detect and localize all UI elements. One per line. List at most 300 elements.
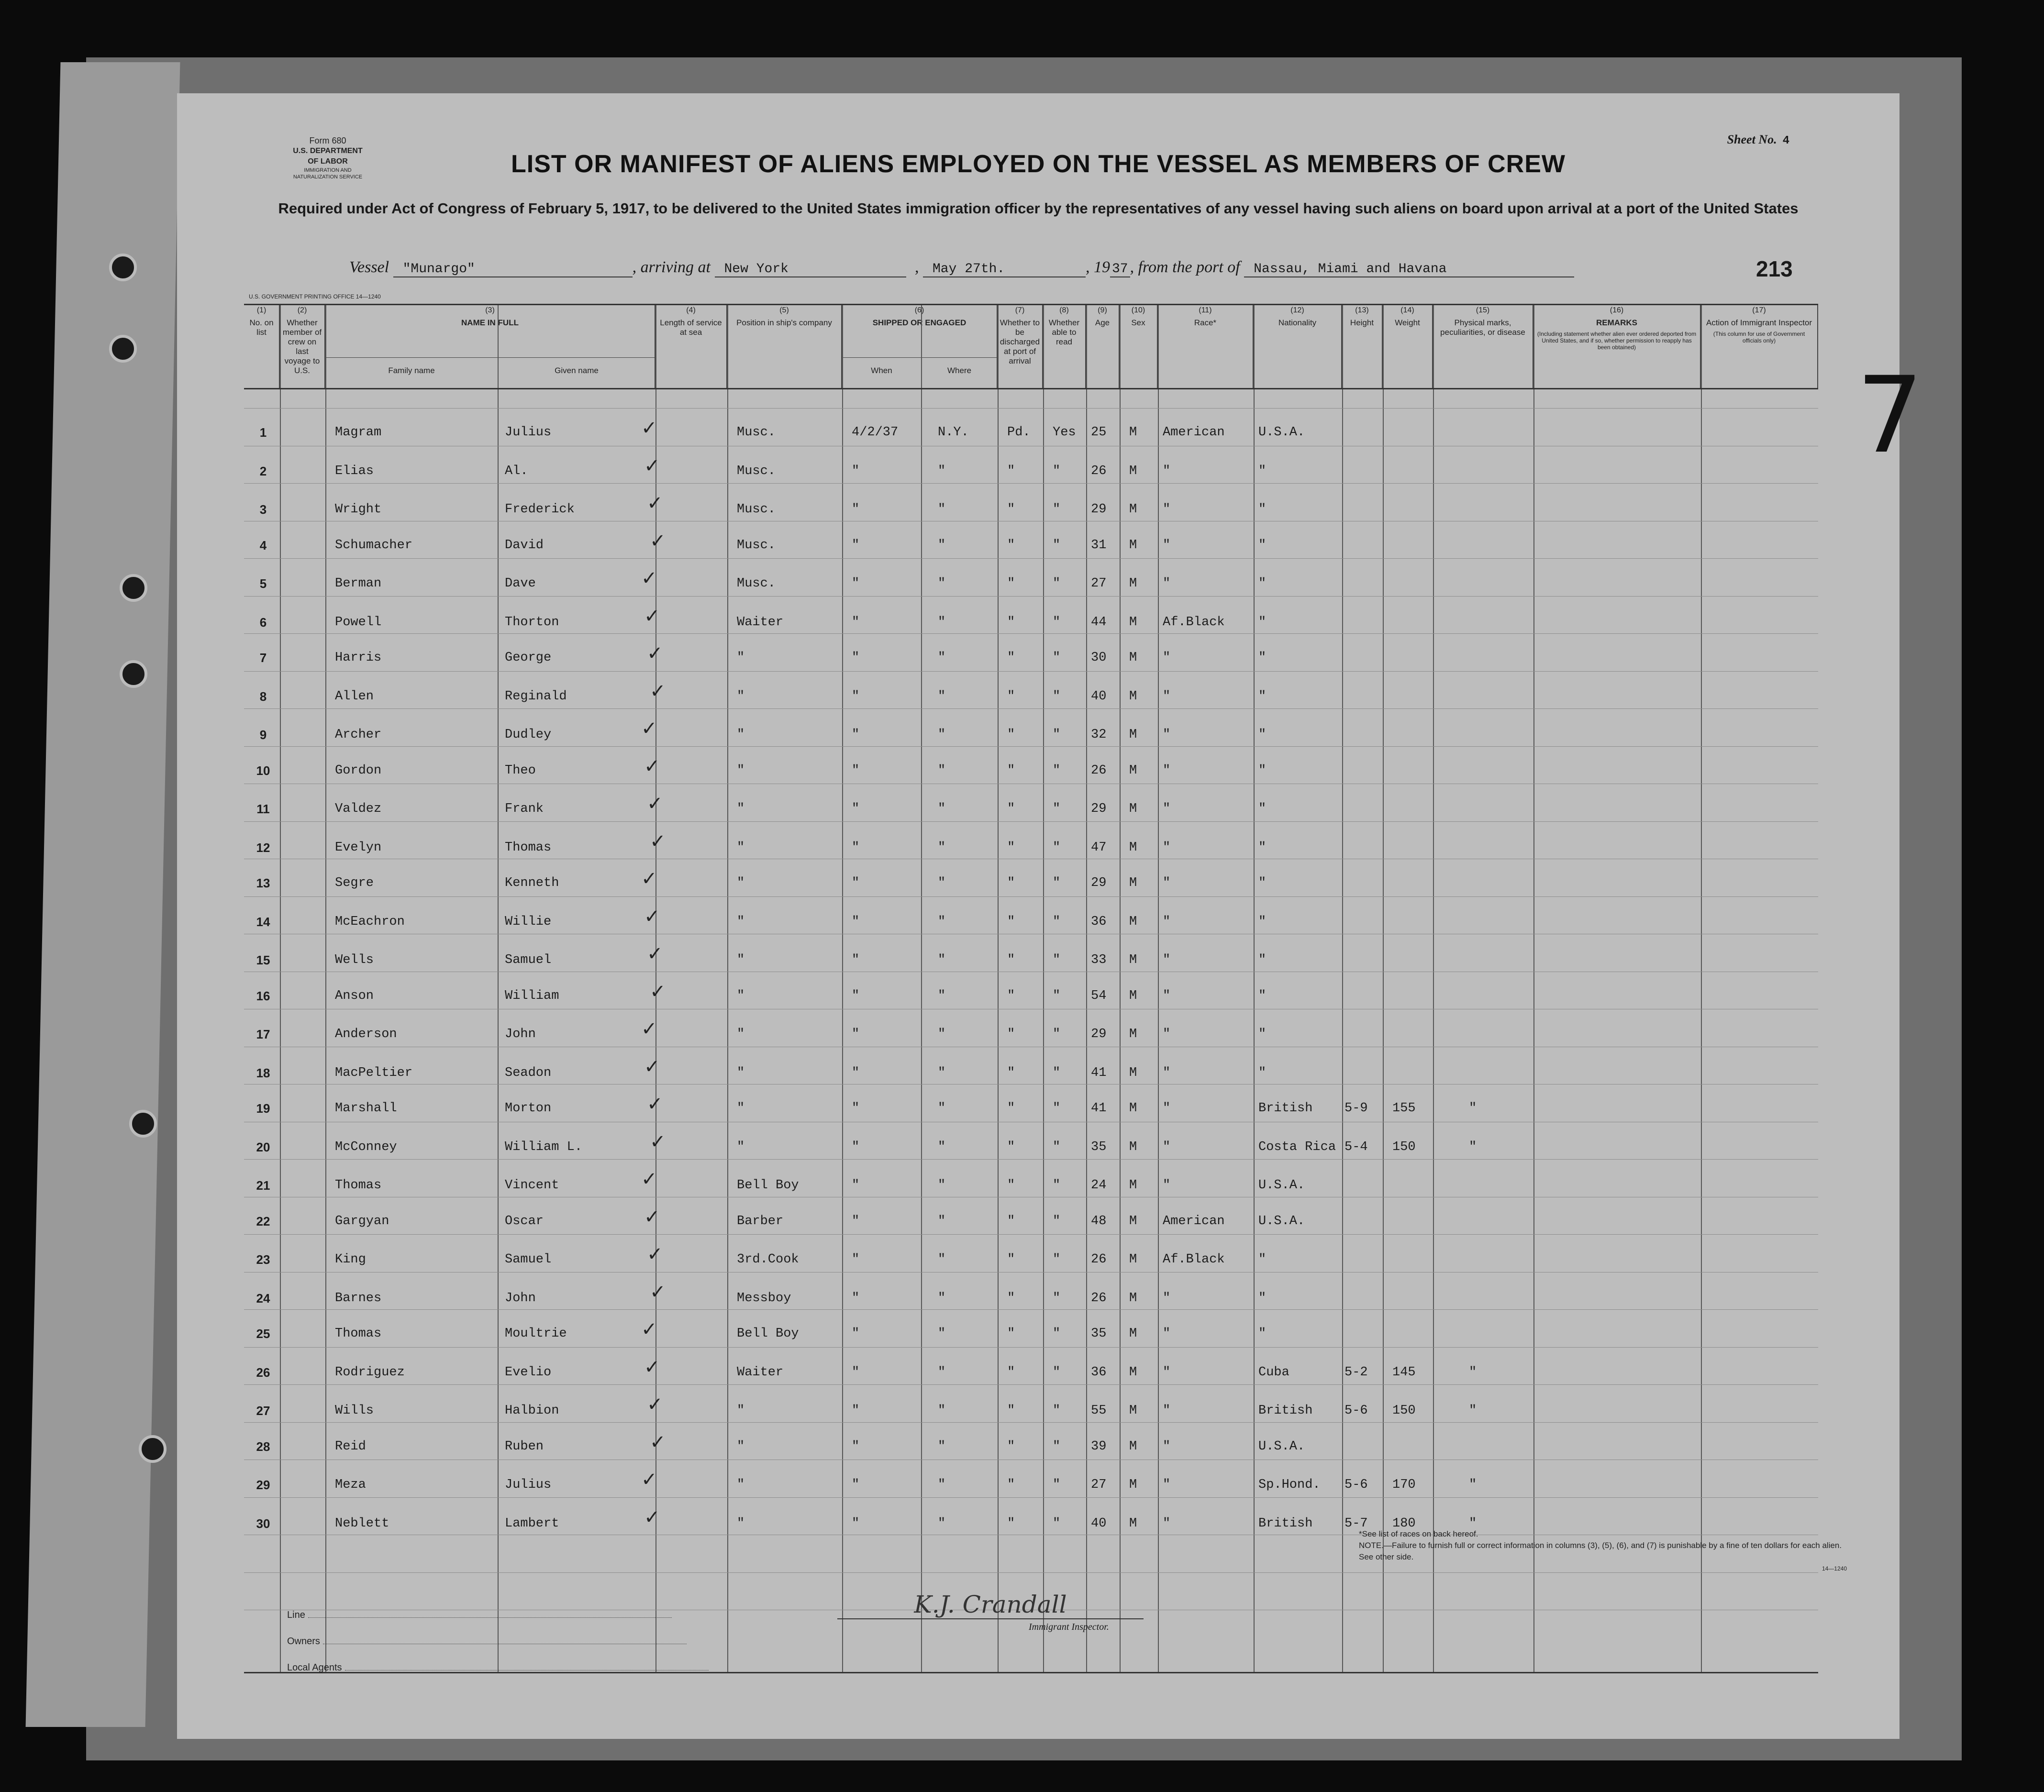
cell-race: " xyxy=(1163,728,1171,742)
cell-disch: " xyxy=(1007,840,1015,855)
cell-when: " xyxy=(852,1214,860,1228)
cell-where: " xyxy=(938,615,946,630)
table-top-rule xyxy=(244,304,1818,305)
cell-weight: 155 xyxy=(1392,1101,1416,1116)
cell-age: 36 xyxy=(1091,1365,1107,1380)
cell-nat: " xyxy=(1258,763,1266,778)
cell-given: Dave xyxy=(505,576,536,591)
check-mark: ✓ xyxy=(647,793,663,814)
cell-sex: M xyxy=(1129,651,1137,665)
column-number: (14) xyxy=(1400,306,1414,314)
ruled-line xyxy=(244,1422,1818,1423)
cell-when: " xyxy=(852,1027,860,1041)
cell-height: 5-4 xyxy=(1344,1139,1368,1154)
cell-position: Musc. xyxy=(737,464,776,478)
column-number: (13) xyxy=(1355,306,1369,314)
column-header xyxy=(842,304,998,388)
cell-disch: " xyxy=(1007,615,1015,630)
cell-family: Anson xyxy=(335,988,374,1003)
cell-no: 17 xyxy=(256,1027,270,1041)
cell-given: Julius xyxy=(505,1478,552,1492)
column-detail: (This column for use of Government officials only) xyxy=(1713,331,1805,344)
cell-age: 41 xyxy=(1091,1065,1107,1080)
cell-race: " xyxy=(1163,1365,1171,1380)
cell-position: " xyxy=(737,953,745,967)
cell-race: " xyxy=(1163,1439,1171,1454)
cell-no: 6 xyxy=(259,615,267,630)
cell-nat: " xyxy=(1258,1252,1266,1267)
cell-given: Samuel xyxy=(505,1252,552,1267)
cell-read: " xyxy=(1053,1439,1061,1454)
cell-read: " xyxy=(1053,1291,1061,1305)
cell-when: " xyxy=(852,1291,860,1305)
cell-family: Gargyan xyxy=(335,1214,389,1228)
ruled-line xyxy=(244,408,1818,409)
ruled-line xyxy=(244,821,1818,822)
column-divider xyxy=(1342,304,1343,1672)
cell-given: Julius xyxy=(505,425,552,440)
cell-read: " xyxy=(1053,876,1061,890)
cell-given: Frederick xyxy=(505,502,575,517)
cell-read: " xyxy=(1053,538,1061,553)
page-title: LIST OR MANIFEST OF ALIENS EMPLOYED ON THE VESSEL AS MEMBERS OF CREW xyxy=(511,150,1566,178)
column-header xyxy=(1043,304,1086,388)
manifest-form xyxy=(177,93,1900,1739)
cell-where: " xyxy=(938,1027,946,1041)
cell-given: William xyxy=(505,988,559,1003)
cell-disch: " xyxy=(1007,1365,1015,1380)
cell-weight: 150 xyxy=(1392,1139,1416,1154)
cell-nat: British xyxy=(1258,1404,1313,1418)
cell-position: Musc. xyxy=(737,502,776,517)
column-sublabel: Given name xyxy=(555,366,599,375)
cell-when: " xyxy=(852,1178,860,1193)
cell-race: " xyxy=(1163,1139,1171,1154)
cell-age: 25 xyxy=(1091,425,1107,440)
cell-given: Theo xyxy=(505,763,536,778)
local-agents-field xyxy=(287,1662,709,1673)
cell-disch: " xyxy=(1007,876,1015,890)
cell-sex: M xyxy=(1129,502,1137,517)
cell-read: " xyxy=(1053,576,1061,591)
cell-given: Samuel xyxy=(505,953,552,967)
cell-race: " xyxy=(1163,576,1171,591)
cell-given: Vincent xyxy=(505,1178,559,1193)
check-mark: ✓ xyxy=(647,1394,663,1415)
column-divider xyxy=(1254,304,1255,1672)
cell-when: " xyxy=(852,802,860,816)
cell-disch: " xyxy=(1007,763,1015,778)
cell-age: 24 xyxy=(1091,1178,1107,1193)
cell-family: Allen xyxy=(335,689,374,704)
cell-read: " xyxy=(1053,502,1061,517)
cell-disch: " xyxy=(1007,1404,1015,1418)
cell-race: " xyxy=(1163,802,1171,816)
cell-read: " xyxy=(1053,914,1061,929)
cell-disch: " xyxy=(1007,953,1015,967)
cell-disch: " xyxy=(1007,1178,1015,1193)
column-divider xyxy=(998,304,999,1672)
cell-where: " xyxy=(938,1214,946,1228)
cell-where: " xyxy=(938,914,946,929)
cell-when: " xyxy=(852,988,860,1003)
year-prefix: , 19 xyxy=(1086,258,1110,276)
check-mark: ✓ xyxy=(647,642,663,664)
cell-nat: Sp.Hond. xyxy=(1258,1478,1321,1492)
cell-when: " xyxy=(852,876,860,890)
column-label: Sex xyxy=(1131,318,1145,327)
cell-sex: M xyxy=(1129,538,1137,553)
cell-race: " xyxy=(1163,988,1171,1003)
cell-nat: " xyxy=(1258,1065,1266,1080)
cell-age: 27 xyxy=(1091,1478,1107,1492)
owners-field xyxy=(287,1636,687,1647)
cell-when: " xyxy=(852,502,860,517)
cell-age: 40 xyxy=(1091,689,1107,704)
column-divider xyxy=(498,304,499,1672)
cell-where: " xyxy=(938,1291,946,1305)
punch-hole xyxy=(109,335,137,363)
column-number: (10) xyxy=(1131,306,1145,314)
cell-position: " xyxy=(737,1516,745,1531)
cell-nat: " xyxy=(1258,802,1266,816)
column-label: Physical marks, peculiarities, or disease xyxy=(1440,318,1525,337)
column-label: Position in ship's company xyxy=(736,318,832,327)
column-label: Whether to be discharged at port of arrival xyxy=(1000,318,1040,365)
check-mark: ✓ xyxy=(644,1206,660,1228)
ruled-line xyxy=(244,1234,1818,1235)
cell-age: 35 xyxy=(1091,1327,1107,1341)
cell-family: Marshall xyxy=(335,1101,397,1116)
cell-age: 29 xyxy=(1091,802,1107,816)
cell-where: " xyxy=(938,988,946,1003)
cell-no: 12 xyxy=(256,840,270,855)
cell-when: " xyxy=(852,1101,860,1116)
cell-family: Thomas xyxy=(335,1178,382,1193)
cell-given: Kenneth xyxy=(505,876,559,890)
cell-sex: M xyxy=(1129,1516,1137,1531)
cell-sex: M xyxy=(1129,876,1137,890)
cell-sex: M xyxy=(1129,988,1137,1003)
cell-position: " xyxy=(737,689,745,704)
column-label: Whether member of crew on last voyage to U.S. xyxy=(282,318,322,375)
year-suffix: 37 xyxy=(1110,262,1130,277)
column-label: NAME IN FULL xyxy=(461,318,519,327)
column-label: Age xyxy=(1095,318,1110,327)
cell-race: " xyxy=(1163,1516,1171,1531)
cell-when: 4/2/37 xyxy=(852,425,899,440)
race-note: *See list of races on back hereof. xyxy=(1359,1529,1478,1538)
cell-read: " xyxy=(1053,1178,1061,1193)
cell-when: " xyxy=(852,538,860,553)
cell-family: Neblett xyxy=(335,1516,389,1531)
punch-hole xyxy=(139,1435,167,1463)
cell-family: Berman xyxy=(335,576,382,591)
cell-race: " xyxy=(1163,689,1171,704)
column-number: (4) xyxy=(686,306,696,314)
cell-nat: U.S.A. xyxy=(1258,1178,1305,1193)
cell-height: 5-7 xyxy=(1344,1516,1368,1531)
cell-no: 24 xyxy=(256,1291,270,1305)
vessel-name: "Munargo" xyxy=(393,262,633,277)
column-divider xyxy=(1043,304,1044,1672)
cell-when: " xyxy=(852,1404,860,1418)
cell-where: " xyxy=(938,763,946,778)
cell-marks: " xyxy=(1469,1516,1477,1531)
cell-when: " xyxy=(852,689,860,704)
cell-position: " xyxy=(737,1101,745,1116)
cell-where: " xyxy=(938,1327,946,1341)
cell-read: " xyxy=(1053,464,1061,478)
column-divider xyxy=(1701,304,1702,1672)
ruled-line xyxy=(244,1384,1818,1385)
cell-given: Ruben xyxy=(505,1439,544,1454)
cell-no: 3 xyxy=(259,502,267,517)
cell-when: " xyxy=(852,615,860,630)
cell-nat: " xyxy=(1258,876,1266,890)
penalty-note: NOTE.—Failure to furnish full or correct information in columns (3), (5), (6), and (7) is punishable by a fine of ten dollars for each alien. See other side. xyxy=(1359,1541,1842,1561)
cell-where: N.Y. xyxy=(938,425,969,440)
cell-no: 13 xyxy=(256,876,270,890)
cell-given: Moultrie xyxy=(505,1327,567,1341)
cell-disch: " xyxy=(1007,1478,1015,1492)
sheet-number-label: Sheet No. xyxy=(1727,133,1777,146)
cell-no: 20 xyxy=(256,1139,270,1154)
ruled-line xyxy=(244,1497,1818,1498)
cell-position: Waiter xyxy=(737,1365,784,1380)
margin-mark: 7 xyxy=(1856,354,1923,476)
column-divider xyxy=(1120,304,1121,1672)
cell-where: " xyxy=(938,1178,946,1193)
cell-read: " xyxy=(1053,1065,1061,1080)
form-number: Form 680 xyxy=(309,136,346,145)
cell-age: 29 xyxy=(1091,502,1107,517)
cell-read: " xyxy=(1053,953,1061,967)
cell-position: Messboy xyxy=(737,1291,791,1305)
cell-nat: British xyxy=(1258,1516,1313,1531)
cell-read: " xyxy=(1053,615,1061,630)
cell-sex: M xyxy=(1129,763,1137,778)
cell-no: 28 xyxy=(256,1439,270,1454)
check-mark: ✓ xyxy=(641,567,657,589)
cell-sex: M xyxy=(1129,464,1137,478)
cell-sex: M xyxy=(1129,1478,1137,1492)
line-label: Line xyxy=(287,1610,305,1620)
check-mark: ✓ xyxy=(641,868,657,889)
cell-when: " xyxy=(852,651,860,665)
cell-given: Willie xyxy=(505,914,552,929)
inspector-signature: K.J. Crandall xyxy=(837,1591,1144,1619)
cell-race: Af.Black xyxy=(1163,615,1225,630)
owners-label: Owners xyxy=(287,1636,320,1647)
cell-sex: M xyxy=(1129,914,1137,929)
cell-disch: " xyxy=(1007,988,1015,1003)
cell-given: Lambert xyxy=(505,1516,559,1531)
cell-height: 5-2 xyxy=(1344,1365,1368,1380)
check-mark: ✓ xyxy=(644,755,660,777)
check-mark: ✓ xyxy=(647,943,663,964)
cell-no: 22 xyxy=(256,1214,270,1228)
column-header xyxy=(280,304,325,388)
column-divider xyxy=(280,304,281,1672)
column-header xyxy=(244,304,280,388)
column-number: (8) xyxy=(1059,306,1069,314)
vessel-info-line: Vessel "Munargo" , arriving at New York , May 27th. , 19 37 , from the port of Nassau, Miami and Havana xyxy=(349,258,1574,277)
cell-family: Meza xyxy=(335,1478,366,1492)
cell-disch: " xyxy=(1007,914,1015,929)
cell-family: Schumacher xyxy=(335,538,413,553)
cell-no: 26 xyxy=(256,1365,270,1380)
cell-sex: M xyxy=(1129,576,1137,591)
arriving-label: , arriving at xyxy=(632,258,711,276)
cell-weight: 145 xyxy=(1392,1365,1416,1380)
cell-age: 29 xyxy=(1091,876,1107,890)
cell-where: " xyxy=(938,876,946,890)
check-mark: ✓ xyxy=(644,1506,660,1528)
cell-disch: " xyxy=(1007,1327,1015,1341)
cell-no: 15 xyxy=(256,953,270,967)
cell-disch: " xyxy=(1007,1101,1015,1116)
column-divider xyxy=(842,304,843,1672)
sheet-number xyxy=(1727,133,1789,147)
cell-nat: " xyxy=(1258,728,1266,742)
cell-when: " xyxy=(852,1478,860,1492)
cell-age: 26 xyxy=(1091,464,1107,478)
page-subtitle: Required under Act of Congress of February 5, 1917, to be delivered to the United States immigration officer by the representatives of any vessel having such aliens on board upon arrival at a port of the United States xyxy=(278,200,1799,217)
cell-given: Morton xyxy=(505,1101,552,1116)
column-number: (5) xyxy=(779,306,789,314)
cell-no: 2 xyxy=(259,464,267,478)
column-number: (7) xyxy=(1015,306,1025,314)
cell-age: 48 xyxy=(1091,1214,1107,1228)
cell-given: David xyxy=(505,538,544,553)
cell-race: " xyxy=(1163,763,1171,778)
sheet-number-value: 4 xyxy=(1782,134,1789,147)
check-mark: ✓ xyxy=(650,1431,666,1453)
column-divider xyxy=(727,304,728,1672)
cell-disch: " xyxy=(1007,1065,1015,1080)
cell-family: McEachron xyxy=(335,914,405,929)
cell-read: " xyxy=(1053,1327,1061,1341)
service-name: IMMIGRATION AND NATURALIZATION SERVICE xyxy=(293,167,363,180)
cell-where: " xyxy=(938,1439,946,1454)
cell-given: Al. xyxy=(505,464,528,478)
local-agents-label: Local Agents xyxy=(287,1662,342,1673)
cell-sex: M xyxy=(1129,1178,1137,1193)
check-mark: ✓ xyxy=(650,1281,666,1303)
cell-sex: M xyxy=(1129,1252,1137,1267)
cell-position: " xyxy=(737,876,745,890)
check-mark: ✓ xyxy=(641,1469,657,1490)
column-divider xyxy=(921,304,922,1672)
check-mark: ✓ xyxy=(644,605,660,627)
cell-no: 25 xyxy=(256,1327,270,1341)
cell-position: " xyxy=(737,1065,745,1080)
cell-where: " xyxy=(938,1516,946,1531)
cell-when: " xyxy=(852,1139,860,1154)
column-header xyxy=(1433,304,1533,388)
from-port-label: , from the port of xyxy=(1130,258,1240,276)
cell-race: " xyxy=(1163,1027,1171,1041)
cell-no: 23 xyxy=(256,1252,270,1267)
cell-position: " xyxy=(737,763,745,778)
cell-position: " xyxy=(737,1139,745,1154)
column-header xyxy=(1383,304,1433,388)
column-header xyxy=(1533,304,1701,388)
cell-family: Magram xyxy=(335,425,382,440)
cell-read: " xyxy=(1053,840,1061,855)
crew-table xyxy=(244,304,1818,1672)
cell-where: " xyxy=(938,1404,946,1418)
cell-disch: " xyxy=(1007,1439,1015,1454)
cell-nat: " xyxy=(1258,953,1266,967)
cell-when: " xyxy=(852,1516,860,1531)
cell-where: " xyxy=(938,728,946,742)
cell-race: " xyxy=(1163,1478,1171,1492)
cell-position: " xyxy=(737,1478,745,1492)
cell-position: 3rd.Cook xyxy=(737,1252,799,1267)
cell-age: 27 xyxy=(1091,576,1107,591)
cell-sex: M xyxy=(1129,1214,1137,1228)
cell-position: Bell Boy xyxy=(737,1327,799,1341)
cell-marks: " xyxy=(1469,1478,1477,1492)
cell-height: 5-9 xyxy=(1344,1101,1368,1116)
cell-position: " xyxy=(737,988,745,1003)
cell-race: Af.Black xyxy=(1163,1252,1225,1267)
cell-read: " xyxy=(1053,1252,1061,1267)
column-label: Length of service at sea xyxy=(660,318,722,337)
cell-position: " xyxy=(737,1439,745,1454)
cell-given: Dudley xyxy=(505,728,552,742)
cell-read: " xyxy=(1053,1101,1061,1116)
cell-when: " xyxy=(852,1252,860,1267)
cell-height: 5-6 xyxy=(1344,1404,1368,1418)
column-divider xyxy=(1433,304,1434,1672)
cell-where: " xyxy=(938,464,946,478)
column-number: (16) xyxy=(1610,306,1624,314)
cell-family: Archer xyxy=(335,728,382,742)
cell-given: Reginald xyxy=(505,689,567,704)
cell-read: " xyxy=(1053,1404,1061,1418)
cell-nat: " xyxy=(1258,1027,1266,1041)
cell-family: Elias xyxy=(335,464,374,478)
column-header xyxy=(998,304,1043,388)
check-mark: ✓ xyxy=(644,454,660,476)
cell-race: " xyxy=(1163,1065,1171,1080)
cell-age: 32 xyxy=(1091,728,1107,742)
cell-no: 9 xyxy=(259,728,267,742)
cell-position: " xyxy=(737,1027,745,1041)
punch-hole xyxy=(129,1110,157,1138)
cell-family: Wells xyxy=(335,953,374,967)
cell-given: George xyxy=(505,651,552,665)
cell-nat: " xyxy=(1258,840,1266,855)
check-mark: ✓ xyxy=(641,417,657,439)
cell-race: " xyxy=(1163,840,1171,855)
column-header xyxy=(1254,304,1342,388)
cell-read: " xyxy=(1053,1516,1061,1531)
cell-where: " xyxy=(938,538,946,553)
cell-disch: " xyxy=(1007,502,1015,517)
cell-nat: British xyxy=(1258,1101,1313,1116)
check-mark: ✓ xyxy=(650,830,666,852)
column-number: (11) xyxy=(1199,306,1212,314)
cell-no: 7 xyxy=(259,651,267,665)
cell-nat: " xyxy=(1258,464,1266,478)
column-divider xyxy=(325,304,326,1672)
column-sublabel: Where xyxy=(947,366,972,375)
column-number: (9) xyxy=(1098,306,1107,314)
